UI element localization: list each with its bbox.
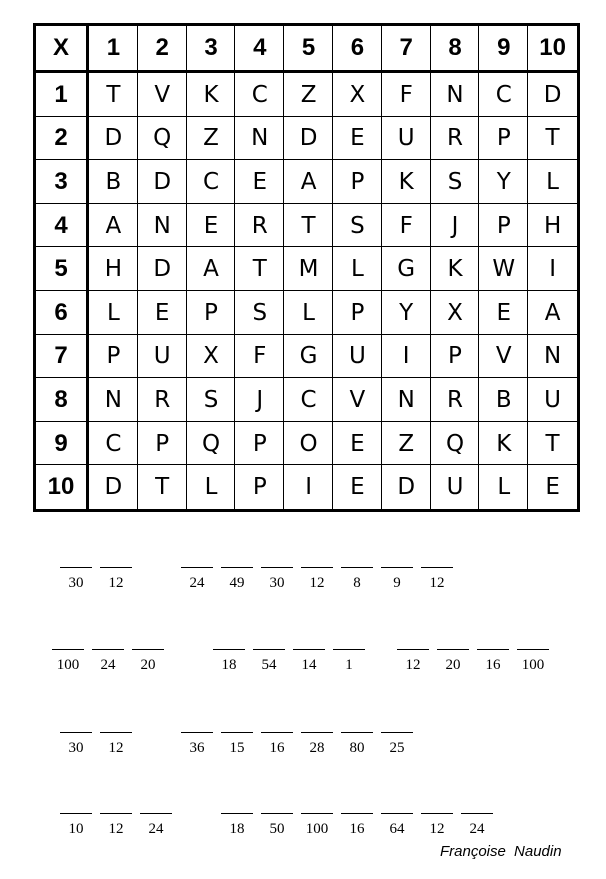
letter-blank bbox=[292, 649, 326, 673]
code-number: 12 bbox=[429, 821, 445, 837]
grid-letter: C bbox=[202, 168, 220, 195]
row-header: 8 bbox=[54, 385, 68, 413]
grid-letter: Z bbox=[300, 81, 317, 108]
grid-letter: D bbox=[397, 474, 416, 501]
row-header: 9 bbox=[54, 429, 68, 457]
blank-line bbox=[261, 732, 293, 733]
grid-letter: E bbox=[350, 474, 365, 501]
grid-letter: N bbox=[153, 212, 171, 239]
grid-letter: C bbox=[251, 81, 268, 108]
blank-line bbox=[301, 567, 333, 568]
grid-letter: L bbox=[204, 474, 218, 501]
blank-line bbox=[301, 732, 333, 733]
grid-letter: Q bbox=[445, 430, 465, 457]
letter-blank bbox=[220, 567, 254, 591]
letter-blank bbox=[131, 649, 165, 673]
letter-blank bbox=[180, 732, 214, 756]
grid-letter: R bbox=[447, 125, 463, 152]
grid-letter: K bbox=[398, 168, 414, 195]
letter-blank bbox=[516, 649, 550, 673]
letter-blank bbox=[340, 567, 374, 591]
grid-letter: V bbox=[495, 343, 512, 370]
code-number: 8 bbox=[353, 575, 361, 591]
blank-line bbox=[341, 813, 373, 814]
grid-letter: H bbox=[543, 212, 562, 239]
grid-letter: L bbox=[302, 299, 315, 326]
letter-blank bbox=[260, 813, 294, 837]
code-number: 24 bbox=[189, 575, 205, 591]
blank-line bbox=[381, 732, 413, 733]
blank-line bbox=[60, 567, 92, 568]
code-number: 12 bbox=[429, 575, 445, 591]
grid-letter: S bbox=[350, 212, 365, 239]
grid-letter: E bbox=[545, 474, 560, 501]
code-number: 80 bbox=[349, 740, 365, 756]
letter-blank bbox=[99, 813, 133, 837]
grid-letter: S bbox=[252, 299, 268, 326]
code-number: 100 bbox=[56, 657, 80, 673]
grid-letter: T bbox=[252, 256, 267, 283]
grid-letter: P bbox=[350, 299, 365, 326]
grid-letter: Y bbox=[496, 168, 511, 195]
blank-line bbox=[221, 567, 253, 568]
blank-line bbox=[221, 813, 253, 814]
column-header: 9 bbox=[497, 34, 511, 61]
grid-letter: N bbox=[104, 386, 122, 413]
blank-line bbox=[253, 649, 285, 650]
grid-letter: U bbox=[446, 474, 464, 501]
grid-letter: L bbox=[546, 168, 559, 195]
grid-letter: B bbox=[105, 168, 122, 195]
grid-letter: L bbox=[350, 256, 364, 283]
code-number: 10 bbox=[68, 821, 84, 837]
blank-line bbox=[60, 813, 92, 814]
grid-letter: E bbox=[496, 299, 512, 326]
blank-line bbox=[381, 813, 413, 814]
grid-letter: T bbox=[106, 81, 121, 108]
blank-line bbox=[477, 649, 509, 650]
code-number: 12 bbox=[108, 740, 124, 756]
blank-line bbox=[301, 813, 333, 814]
grid-letter: N bbox=[446, 81, 464, 108]
grid-letter: I bbox=[305, 474, 312, 501]
blank-line bbox=[381, 567, 413, 568]
grid-letter: Q bbox=[153, 125, 172, 152]
grid-letter: D bbox=[299, 125, 318, 152]
letter-blank bbox=[396, 649, 430, 673]
column-header: 5 bbox=[301, 34, 316, 61]
grid-letter: P bbox=[448, 343, 462, 370]
blank-line bbox=[517, 649, 549, 650]
grid-letter: S bbox=[447, 168, 463, 195]
grid-letter: L bbox=[497, 474, 511, 501]
code-number: 50 bbox=[269, 821, 285, 837]
code-number: 18 bbox=[229, 821, 245, 837]
blank-line bbox=[132, 649, 164, 650]
grid-letter: N bbox=[543, 343, 562, 370]
letter-blank bbox=[220, 732, 254, 756]
code-number: 36 bbox=[189, 740, 205, 756]
letter-blank bbox=[51, 649, 85, 673]
grid-letter: P bbox=[106, 343, 121, 370]
letter-blank bbox=[332, 649, 366, 673]
grid-letter: P bbox=[496, 212, 511, 239]
blank-line bbox=[421, 813, 453, 814]
letter-blank bbox=[460, 813, 494, 837]
grid-letter: R bbox=[154, 386, 171, 413]
grid-letter: I bbox=[402, 343, 410, 370]
code-number: 28 bbox=[309, 740, 325, 756]
grid-letter: C bbox=[300, 386, 317, 413]
letter-blank bbox=[252, 649, 286, 673]
grid-letter: F bbox=[253, 343, 267, 370]
blank-line bbox=[421, 567, 453, 568]
blank-line bbox=[261, 813, 293, 814]
grid-letter: A bbox=[203, 256, 219, 283]
row-header: 4 bbox=[54, 211, 68, 239]
letter-blank bbox=[476, 649, 510, 673]
code-number: 100 bbox=[521, 657, 545, 673]
blank-line bbox=[100, 813, 132, 814]
code-number: 30 bbox=[269, 575, 285, 591]
grid-letter: U bbox=[397, 125, 415, 152]
grid-letter: E bbox=[350, 430, 365, 457]
letter-blank bbox=[380, 732, 414, 756]
grid-letter: V bbox=[154, 81, 171, 108]
grid-letter: I bbox=[549, 256, 556, 283]
code-number: 49 bbox=[229, 575, 245, 591]
column-header: 3 bbox=[204, 34, 218, 61]
blank-line bbox=[221, 732, 253, 733]
grid-letter: T bbox=[155, 474, 170, 501]
letter-blank bbox=[260, 567, 294, 591]
grid-letter: E bbox=[252, 168, 268, 195]
code-number: 24 bbox=[148, 821, 164, 837]
grid-letter: T bbox=[545, 430, 560, 457]
letter-blank bbox=[139, 813, 173, 837]
blank-line bbox=[181, 567, 213, 568]
grid-letter: Z bbox=[203, 125, 219, 152]
grid-letter: R bbox=[251, 212, 268, 239]
code-number: 64 bbox=[389, 821, 405, 837]
grid-letter: C bbox=[105, 430, 122, 457]
code-number: 14 bbox=[301, 657, 317, 673]
code-number: 1 bbox=[345, 657, 353, 673]
grid-letter: E bbox=[203, 212, 219, 239]
grid-letter: N bbox=[397, 386, 415, 413]
grid-letter: H bbox=[104, 256, 123, 283]
grid-letter: J bbox=[256, 386, 264, 413]
grid-letter: V bbox=[349, 386, 366, 413]
grid-letter: E bbox=[154, 299, 170, 326]
letter-blank bbox=[260, 732, 294, 756]
grid-letter: U bbox=[544, 386, 561, 413]
blank-line bbox=[261, 567, 293, 568]
letter-blank bbox=[91, 649, 125, 673]
letter-blank bbox=[220, 813, 254, 837]
grid-letter: R bbox=[447, 386, 463, 413]
code-number: 24 bbox=[100, 657, 116, 673]
grid-letter: X bbox=[447, 299, 463, 326]
code-number: 30 bbox=[68, 740, 84, 756]
grid-letter: F bbox=[399, 212, 413, 239]
code-number: 20 bbox=[445, 657, 461, 673]
letter-blank bbox=[180, 567, 214, 591]
letter-blank bbox=[420, 813, 454, 837]
blank-line bbox=[341, 567, 373, 568]
letter-blank bbox=[380, 813, 414, 837]
grid-letter: Q bbox=[201, 430, 221, 457]
grid-letter: K bbox=[447, 256, 463, 283]
row-header: 7 bbox=[54, 342, 68, 370]
column-header: 7 bbox=[399, 34, 413, 61]
letter-blank bbox=[300, 567, 334, 591]
letter-blank bbox=[380, 567, 414, 591]
code-number: 15 bbox=[229, 740, 245, 756]
letter-blank bbox=[420, 567, 454, 591]
blank-line bbox=[140, 813, 172, 814]
letter-blank bbox=[99, 567, 133, 591]
grid-letter: C bbox=[495, 81, 512, 108]
letter-blank bbox=[436, 649, 470, 673]
grid-letter: A bbox=[544, 299, 561, 326]
code-number: 16 bbox=[349, 821, 365, 837]
letter-blank bbox=[59, 567, 93, 591]
code-number: 16 bbox=[269, 740, 285, 756]
grid-letter: P bbox=[204, 299, 218, 326]
letter-blank bbox=[300, 813, 334, 837]
grid-letter: A bbox=[105, 212, 122, 239]
code-number: 12 bbox=[108, 821, 124, 837]
grid-letter: T bbox=[545, 125, 560, 152]
grid-letter: X bbox=[203, 343, 219, 370]
grid-letter: X bbox=[349, 81, 366, 108]
grid-letter: E bbox=[350, 125, 365, 152]
grid-letter: J bbox=[451, 212, 459, 239]
grid-letter: S bbox=[203, 386, 219, 413]
grid-letter: Z bbox=[398, 430, 415, 457]
blank-line bbox=[437, 649, 469, 650]
letter-blank bbox=[99, 732, 133, 756]
blank-line bbox=[341, 732, 373, 733]
grid-letter: P bbox=[350, 168, 365, 195]
grid-letter: K bbox=[496, 430, 512, 457]
grid-letter: P bbox=[252, 430, 267, 457]
letter-blank bbox=[340, 732, 374, 756]
letter-blank bbox=[340, 813, 374, 837]
code-number: 100 bbox=[305, 821, 329, 837]
grid-letter: N bbox=[251, 125, 269, 152]
grid-letter: D bbox=[153, 256, 172, 283]
column-header: 6 bbox=[350, 34, 365, 61]
code-number: 54 bbox=[261, 657, 277, 673]
column-header: 8 bbox=[448, 34, 462, 61]
grid-letter: G bbox=[299, 343, 318, 370]
blank-line bbox=[181, 732, 213, 733]
grid-letter: P bbox=[252, 474, 267, 501]
code-number: 12 bbox=[108, 575, 124, 591]
author-signature: Françoise Naudin bbox=[440, 843, 562, 860]
code-number: 24 bbox=[469, 821, 485, 837]
code-number: 25 bbox=[389, 740, 405, 756]
grid-letter: G bbox=[397, 256, 416, 283]
blank-line bbox=[293, 649, 325, 650]
grid-letter: D bbox=[153, 168, 172, 195]
grid-letter: B bbox=[495, 386, 512, 413]
grid-letter: P bbox=[155, 430, 170, 457]
grid-letter: A bbox=[300, 168, 317, 195]
code-number: 30 bbox=[68, 575, 84, 591]
grid-letter: O bbox=[299, 430, 318, 457]
grid-letter: M bbox=[298, 256, 319, 283]
code-number: 9 bbox=[393, 575, 401, 591]
grid-letter: W bbox=[492, 256, 516, 283]
grid-letter: D bbox=[543, 81, 562, 108]
grid-letter: D bbox=[104, 474, 123, 501]
grid-letter: T bbox=[301, 212, 316, 239]
row-header: 6 bbox=[54, 298, 68, 326]
grid-letter: U bbox=[348, 343, 366, 370]
row-header: 5 bbox=[54, 255, 68, 283]
letter-blank bbox=[212, 649, 246, 673]
grid-letter: L bbox=[106, 299, 120, 326]
row-header: 2 bbox=[54, 124, 68, 152]
grid-letter: F bbox=[399, 81, 413, 108]
grid-letter: U bbox=[153, 343, 171, 370]
letter-blank bbox=[59, 813, 93, 837]
blank-line bbox=[52, 649, 84, 650]
code-number: 16 bbox=[485, 657, 501, 673]
row-header: 10 bbox=[47, 473, 75, 501]
blank-line bbox=[92, 649, 124, 650]
code-number: 12 bbox=[405, 657, 421, 673]
corner-label: X bbox=[52, 34, 69, 61]
code-number: 20 bbox=[140, 657, 156, 673]
column-header: 4 bbox=[253, 34, 267, 61]
letter-blank bbox=[300, 732, 334, 756]
blank-line bbox=[461, 813, 493, 814]
blank-line bbox=[397, 649, 429, 650]
blank-line bbox=[213, 649, 245, 650]
blank-line bbox=[100, 732, 132, 733]
column-header: 10 bbox=[539, 34, 566, 61]
grid-letter: K bbox=[203, 81, 219, 108]
code-number: 12 bbox=[309, 575, 325, 591]
code-number: 18 bbox=[221, 657, 237, 673]
grid-letter: D bbox=[104, 125, 123, 152]
blank-line bbox=[100, 567, 132, 568]
column-header: 1 bbox=[106, 34, 121, 61]
grid-letter: P bbox=[496, 125, 511, 152]
blank-line bbox=[60, 732, 92, 733]
column-header: 2 bbox=[155, 34, 169, 61]
blank-line bbox=[333, 649, 365, 650]
row-header: 1 bbox=[54, 80, 68, 108]
grid-letter: Y bbox=[399, 299, 414, 326]
letter-blank bbox=[59, 732, 93, 756]
row-header: 3 bbox=[54, 167, 68, 195]
